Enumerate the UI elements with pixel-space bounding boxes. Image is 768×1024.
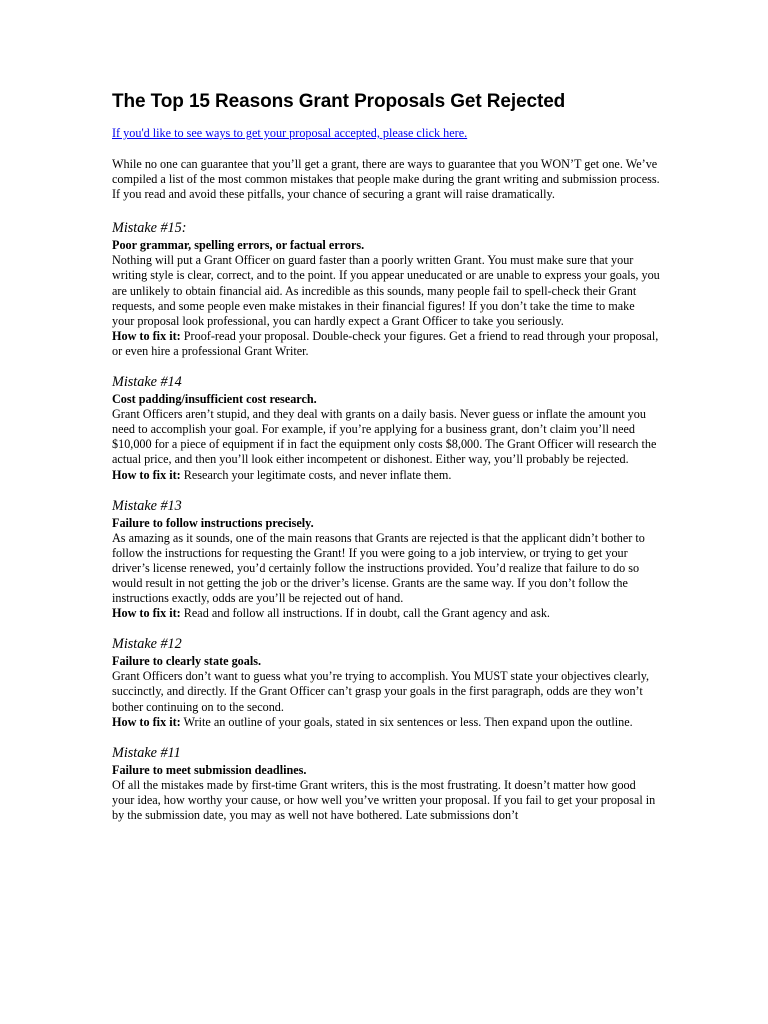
- fix-label: How to fix it:: [112, 714, 181, 729]
- page-title: The Top 15 Reasons Grant Proposals Get Rejected: [112, 91, 566, 112]
- mistake-title: Mistake #12: [112, 636, 182, 653]
- mistake-title: Mistake #15:: [112, 220, 187, 237]
- mistake-section: [112, 497, 660, 622]
- mistake-fix: [112, 329, 660, 359]
- intro-paragraph: While no one can guarantee that you’ll get a grant, there are ways to guarantee that you WON’T get one. We’ve compiled a list of the most common mistakes that people make during the grant writing and submission process. If you read and avoid these pitfalls, your chance of securing a grant will raise dramatically.: [112, 157, 660, 202]
- mistake-fix: [112, 715, 660, 730]
- mistake-subtitle: Poor grammar, spelling errors, or factual errors.: [112, 238, 365, 253]
- accepted-proposal-link[interactable]: If you'd like to see ways to get your proposal accepted, please click here.: [112, 126, 468, 140]
- mistake-section: [112, 219, 660, 359]
- mistake-section: [112, 373, 660, 483]
- mistake-subtitle: Failure to meet submission deadlines.: [112, 762, 307, 777]
- mistake-body: Grant Officers aren’t stupid, and they deal with grants on a daily basis. Never guess or inflate the amount you need to accomplish your goal. For example, if you’re applying for a business grant, don’t claim you’ll need $10,000 for a piece of equipment if in fact the equipment only costs $8,000. The Grant Officer will research the actual price, and then you’ll look either incompetent or dishonest. Either way, you’ll probably be rejected.: [112, 407, 657, 467]
- mistake-title: Mistake #13: [112, 497, 182, 514]
- mistake-subtitle: Failure to follow instructions precisely.: [112, 515, 314, 530]
- mistake-body: Of all the mistakes made by first-time Grant writers, this is the most frustrating. It doesn’t matter how good your idea, how worthy your cause, or how well you’ve written your proposal. If you fail to get your proposal in by the submission date, you may as well not have bothered. Late submissions don’t: [112, 777, 656, 822]
- mistake-fix: [112, 606, 660, 621]
- mistake-subtitle: Failure to clearly state goals.: [112, 654, 262, 669]
- fix-text: Proof-read your proposal. Double-check your figures. Get a friend to read through your proposal, or even hire a professional Grant Writer.: [112, 328, 659, 358]
- fix-text: Research your legitimate costs, and never inflate them.: [180, 467, 452, 482]
- fix-text: Write an outline of your goals, stated in six sentences or less. Then expand upon the outline.: [180, 714, 633, 729]
- mistake-subtitle: Cost padding/insufficient cost research.: [112, 392, 317, 407]
- document-content: [112, 88, 660, 837]
- fix-label: How to fix it:: [112, 328, 181, 343]
- mistake-title: Mistake #14: [112, 374, 182, 391]
- mistake-fix: [112, 468, 660, 483]
- mistake-title: Mistake #11: [112, 744, 181, 761]
- fix-text: Read and follow all instructions. If in doubt, call the Grant agency and ask.: [180, 606, 550, 621]
- fix-label: How to fix it:: [112, 606, 181, 621]
- fix-label: How to fix it:: [112, 467, 181, 482]
- mistake-section: [112, 744, 660, 823]
- mistake-body: Grant Officers don’t want to guess what you’re trying to accomplish. You MUST state your objectives clearly, succinctly, and directly. If the Grant Officer can’t grasp your goals in the first paragraph, odds are they won’t bother continuing on to the second.: [112, 669, 650, 714]
- mistake-body: Nothing will put a Grant Officer on guard faster than a poorly written Grant. You must make sure that your writing style is clear, correct, and to the point. If you appear uneducated or are unable to express your goals, you are unlikely to obtain financial aid. As incredible as this sounds, many people fail to spell-check their Grant requests, and some people even make mistakes in their financial figures! If you don’t take the time to make your proposal look professional, you can hardly expect a Grant Officer to take you seriously.: [112, 253, 660, 328]
- mistake-body: As amazing as it sounds, one of the main reasons that Grants are rejected is that the applicant didn’t bother to follow the instructions for requesting the Grant! If you were going to a job interview, or trying to get your driver’s license renewed, you’d certainly follow the instructions provided. You’d realize that failure to do so would result in not getting the job or the driver’s license. Grants are the same way. If you don’t follow the instructions exactly, odds are you’ll be rejected out of hand.: [112, 530, 645, 606]
- mistake-section: [112, 635, 660, 729]
